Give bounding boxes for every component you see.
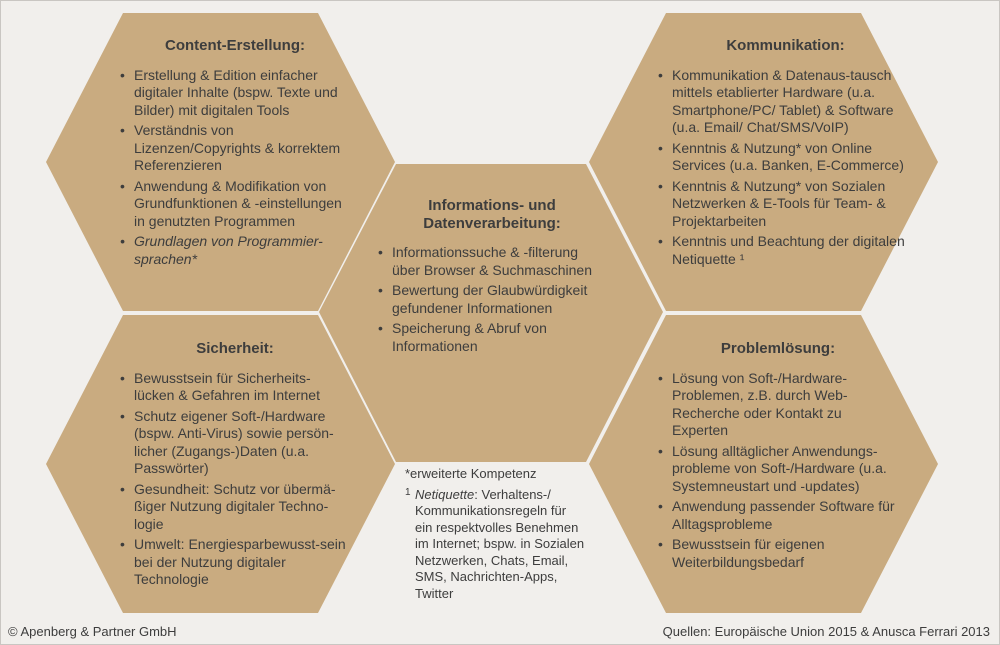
copyright: © Apenberg & Partner GmbH: [8, 624, 177, 639]
list-item: • Kenntnis & Nutzung* von Sozialen Netzwerken & E-Tools für Team- & Projektarbeiten: [658, 178, 913, 231]
list-item: • Bewusstsein für Sicherheits-lücken & Gefahren im Internet: [120, 370, 350, 405]
problem-list: [658, 370, 898, 572]
sicherheit-list: [120, 370, 350, 589]
list-item: • Speicherung & Abruf von Informationen: [378, 320, 606, 355]
problem-box: [658, 340, 898, 574]
kommunikation-title: Kommunikation:: [726, 37, 845, 54]
list-item: • Verständnis von Lizenzen/Copyrights & korrektem Referenzieren: [120, 122, 350, 175]
sicherheit-title: Sicherheit:: [196, 340, 274, 357]
netiquette-text: : Verhaltens-/ Kommunikationsregeln für ein respektvolles Benehmen im Internet; bspw. in Sozialen Netzwerken, Chats, Email, SMS, Nachrichten-Apps, Twitter: [415, 486, 585, 601]
problem-title: Problemlösung:: [720, 340, 836, 357]
information-list: [378, 244, 606, 355]
kommunikation-box: [658, 37, 913, 271]
list-item: • Lösung alltäglicher Anwendungs-probleme von Soft-/Hardware (u.a. Systemneustart und -updates): [658, 443, 898, 496]
list-item: • Kommunikation & Datenaus-tausch mittels etablierter Hardware (u.a. Smartphone/PC/ Tablet) & Software (u.a. Email/ Chat/SMS/VoIP): [658, 67, 913, 137]
information-box: [378, 197, 606, 358]
list-item: • Bewusstsein für eigenen Weiterbildungsbedarf: [658, 536, 898, 571]
footnote-marker: 1: [405, 486, 411, 498]
list-item: • Bewertung der Glaubwürdigkeit gefundener Informationen: [378, 282, 606, 317]
list-item: • Gesundheit: Schutz vor übermä-ßiger Nutzung digitaler Techno-logie: [120, 481, 350, 534]
list-item: • Lösung von Soft-/Hardware-Problemen, z.B. durch Web-Recherche oder Kontakt zu Experten: [658, 370, 898, 440]
content-title: Content-Erstellung:: [165, 37, 305, 54]
kommunikation-list: [658, 67, 913, 269]
content-box: [120, 37, 350, 271]
list-item: • Erstellung & Edition einfacher digitaler Inhalte (bspw. Texte und Bilder) mit digitalen Tools: [120, 67, 350, 120]
footnotes: [405, 466, 585, 605]
list-item: • Schutz eigener Soft-/Hardware (bspw. Anti-Virus) sowie persön-licher (Zugangs-)Daten (u.a. Passwörter): [120, 408, 350, 478]
list-item: • Kenntnis & Nutzung* von Online Services (u.a. Banken, E-Commerce): [658, 140, 913, 175]
content-list: [120, 67, 350, 269]
information-title: Informations- und Datenverarbeitung:: [423, 197, 561, 232]
netiquette-note: [405, 487, 585, 603]
star-note: *erweiterte Kompetenz: [405, 466, 537, 481]
netiquette-term: Netiquette: [415, 486, 475, 502]
list-item: • Umwelt: Energiesparbewusst-sein bei der Nutzung digitaler Technologie: [120, 536, 350, 589]
list-item: • Anwendung passender Software für Alltagsprobleme: [658, 498, 898, 533]
list-item: • Informationssuche & -filterung über Browser & Suchmaschinen: [378, 244, 606, 279]
list-item: • Grundlagen von Programmier-sprachen*: [120, 233, 350, 268]
list-item: • Anwendung & Modifikation von Grundfunktionen & -einstellungen in genutzten Programmen: [120, 178, 350, 231]
sicherheit-box: [120, 340, 350, 592]
sources: Quellen: Europäische Union 2015 & Anusca Ferrari 2013: [662, 624, 990, 639]
list-item: • Kenntnis und Beachtung der digitalen Netiquette ¹: [658, 233, 913, 268]
